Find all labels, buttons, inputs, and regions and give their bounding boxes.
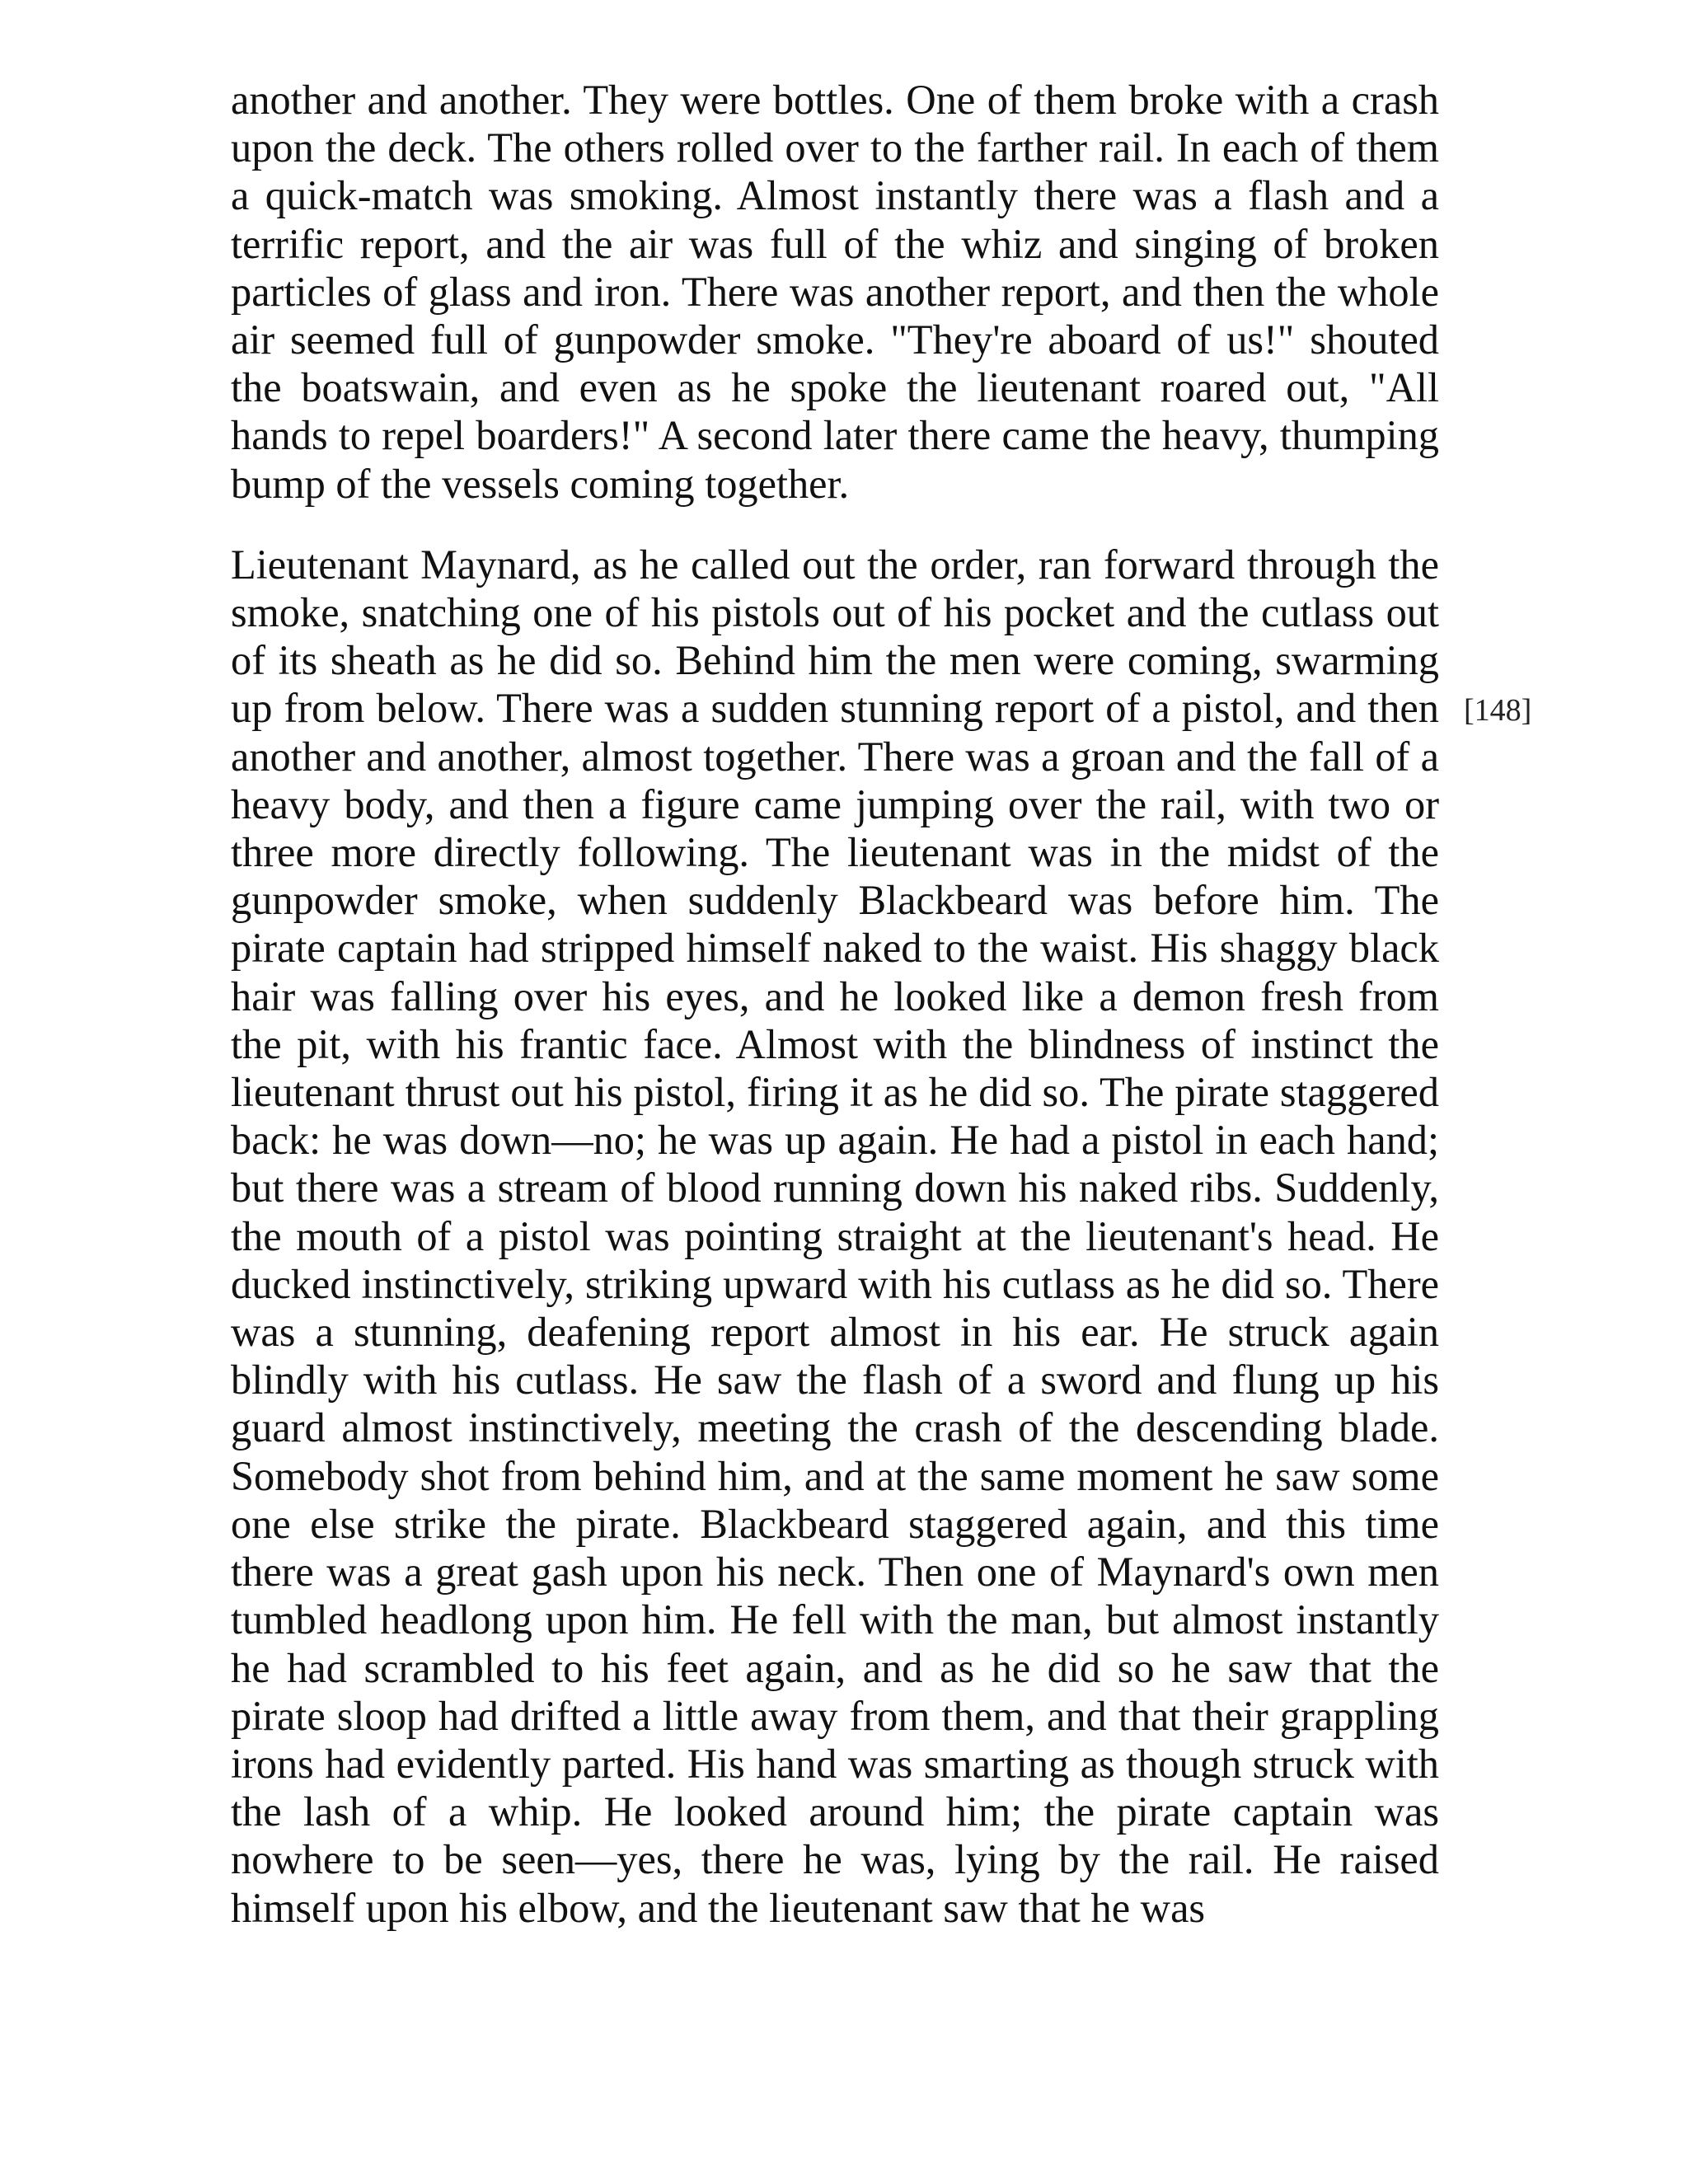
paragraph-2: Lieutenant Maynard, as he called out the order, ran forward through the smoke, snatching one of his pistols out of his pocket and the cutlass out of its sheath as he did so. Behind him the men were coming, swarming up from below. There was a sudden stunning report of a pistol, and then another and another, almost together. There was a groan and the fall of a heavy body, and then a figure came jumping over the rail, with two or three more directly following. The lieutenant was in the midst of the gunpowder smoke, when suddenly Blackbeard was before him. The pirate captain had stripped himself naked to the waist. His shaggy black hair was falling over his eyes, and he looked like a demon fresh from the pit, with his frantic face. Almost with the blindness of instinct the lieutenant thrust out his pistol, firing it as he did so. The pirate staggered back: he was down—no; he was up again. He had a pistol in each hand; but there was a stream of blood running down his naked ribs. Suddenly, the mouth of a pistol was pointing straight at the lieutenant's head. He ducked instinctively, striking upward with his cutlass as he did so. There was a stunning, deafening report almost in his ear. He struck again blindly with his cutlass. He saw the flash of a sword and flung up his guard almost instinctively, meeting the crash of the descending blade. Somebody shot from behind him, and at the same moment he saw some one else strike the pirate. Blackbeard staggered again, and this time there was a great gash upon his neck. Then one of Maynard's own men tumbled headlong upon him. He fell with the man, but almost instantly he had scrambled to his feet again, and as he did so he saw that the pirate sloop had drifted a little away from them, and that their grappling irons had evidently parted. His hand was smarting as though struck with the lash of a whip. He looked around him; the pirate captain was nowhere to be seen—yes, there he was, lying by the rail. He raised himself upon his elbow, and the lieutenant saw that he was (231, 541, 1439, 1931)
page-body (231, 76, 1439, 1932)
page-number: [148] (1464, 693, 1532, 728)
paragraph-1: another and another. They were bottles. One of them broke with a crash upon the deck. The others rolled over to the farther rail. In each of them a quick-match was smoking. Almost instantly there was a flash and a terrific report, and the air was full of the whiz and singing of broken particles of glass and iron. There was another report, and then the whole air seemed full of gunpowder smoke. "They're aboard of us!" shouted the boatswain, and even as he spoke the lieutenant roared out, "All hands to repel boarders!" A second later there came the heavy, thumping bump of the vessels coming together. (231, 77, 1439, 507)
